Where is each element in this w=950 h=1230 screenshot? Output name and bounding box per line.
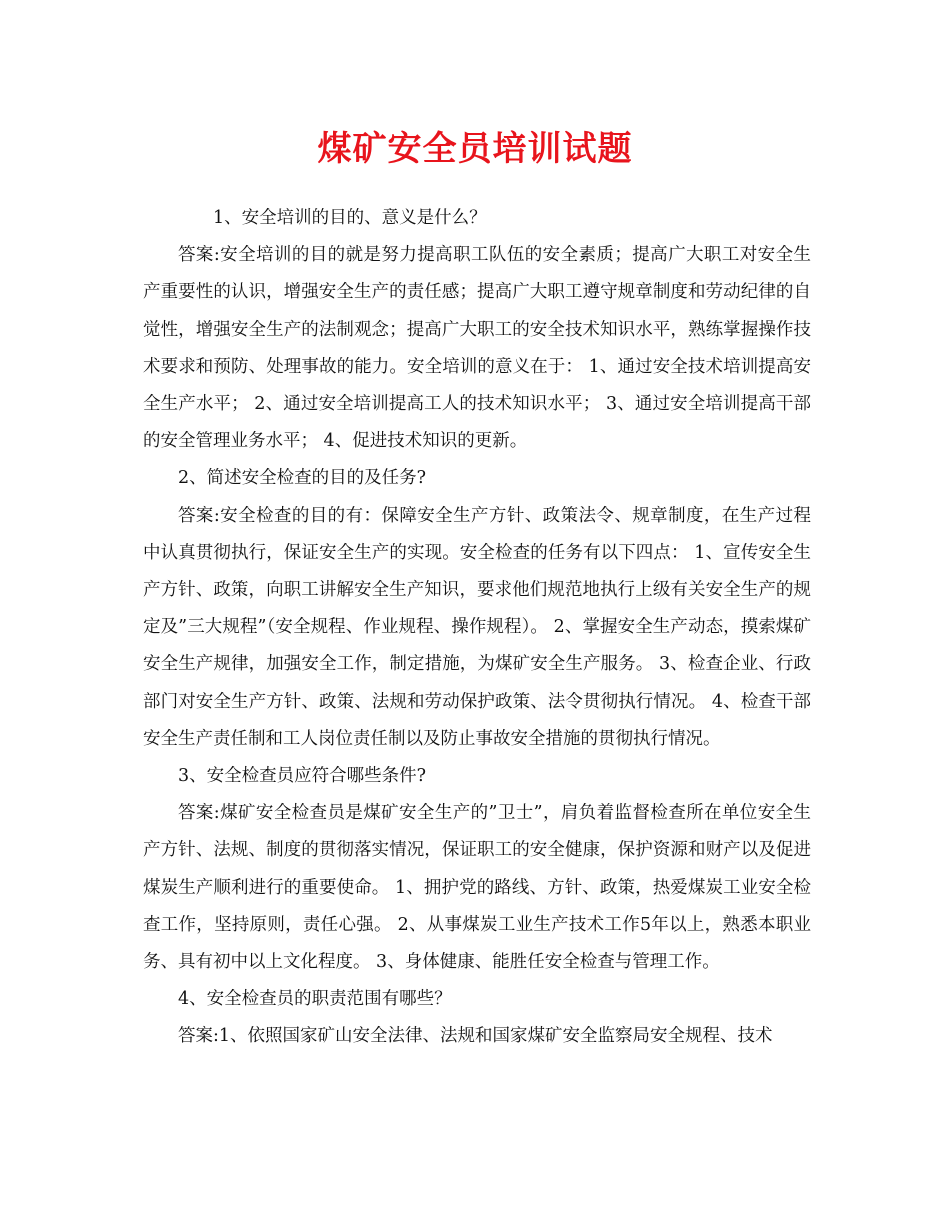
question-2: 2、简述安全检查的目的及任务? bbox=[178, 468, 427, 489]
question-3: 3、安全检查员应符合哪些条件? bbox=[178, 766, 427, 787]
question-1: 1、安全培训的目的、意义是什么？ bbox=[213, 208, 487, 228]
answer-4: 答案:1、依照国家矿山安全法律、法规和国家煤矿安全监察局安全规程、技术 bbox=[178, 1026, 773, 1047]
document-body bbox=[143, 200, 811, 1056]
question-4: 4、安全检查员的职责范围有哪些？ bbox=[178, 989, 452, 1010]
answer-2: 答案:安全检查的目的有：保障安全生产方针、政策法令、规章制度，在生产过程中认真贯彻执行，保证安全生产的实现。安全检查的任务有以下四点： 1、宣传安全生产方针、政策，向职工讲解安全生产知识，要求他们规范地执行上级有关安全生产的规定及”三大规程”（安全规程、作业规程、操作规程）。 2、掌握安全生产动态，摸索煤矿安全生产规律，加强安全工作，制定措施，为煤矿安全生产服务。 3、检查企业、行政部门对安全生产方针、政策、法规和劳动保护政策、法令贯彻执行情况。 4、检查干部安全生产责任制和工人岗位责任制以及防止事故安全措施的贯彻执行情况。 bbox=[143, 505, 811, 749]
answer-1: 答案:安全培训的目的就是努力提高职工队伍的安全素质；提高广大职工对安全生产重要性的认识，增强安全生产的责任感；提高广大职工遵守规章制度和劳动纪律的自觉性，增强安全生产的法制观念；提高广大职工的安全技术知识水平，熟练掌握操作技术要求和预防、处理事故的能力。安全培训的意义在于： 1、通过安全技术培训提高安全生产水平； 2、通过安全培训提高工人的技术知识水平； 3、通过安全培训提高干部的安全管理业务水平； 4、促进技术知识的更新。 bbox=[143, 245, 811, 452]
document-title: 煤矿安全员培训试题 bbox=[317, 129, 633, 169]
answer-3: 答案:煤矿安全检查员是煤矿安全生产的”卫士”，肩负着监督检查所在单位安全生产方针、法规、制度的贯彻落实情况，保证职工的安全健康，保护资源和财产以及促进煤炭生产顺利进行的重要使命。 1、拥护党的路线、方针、政策，热爱煤炭工业安全检查工作，坚持原则，责任心强。 2、从事煤炭工业生产技术工作5年以上，熟悉本职业务、具有初中以上文化程度。 3、身体健康、能胜任安全检查与管理工作。 bbox=[143, 803, 811, 973]
